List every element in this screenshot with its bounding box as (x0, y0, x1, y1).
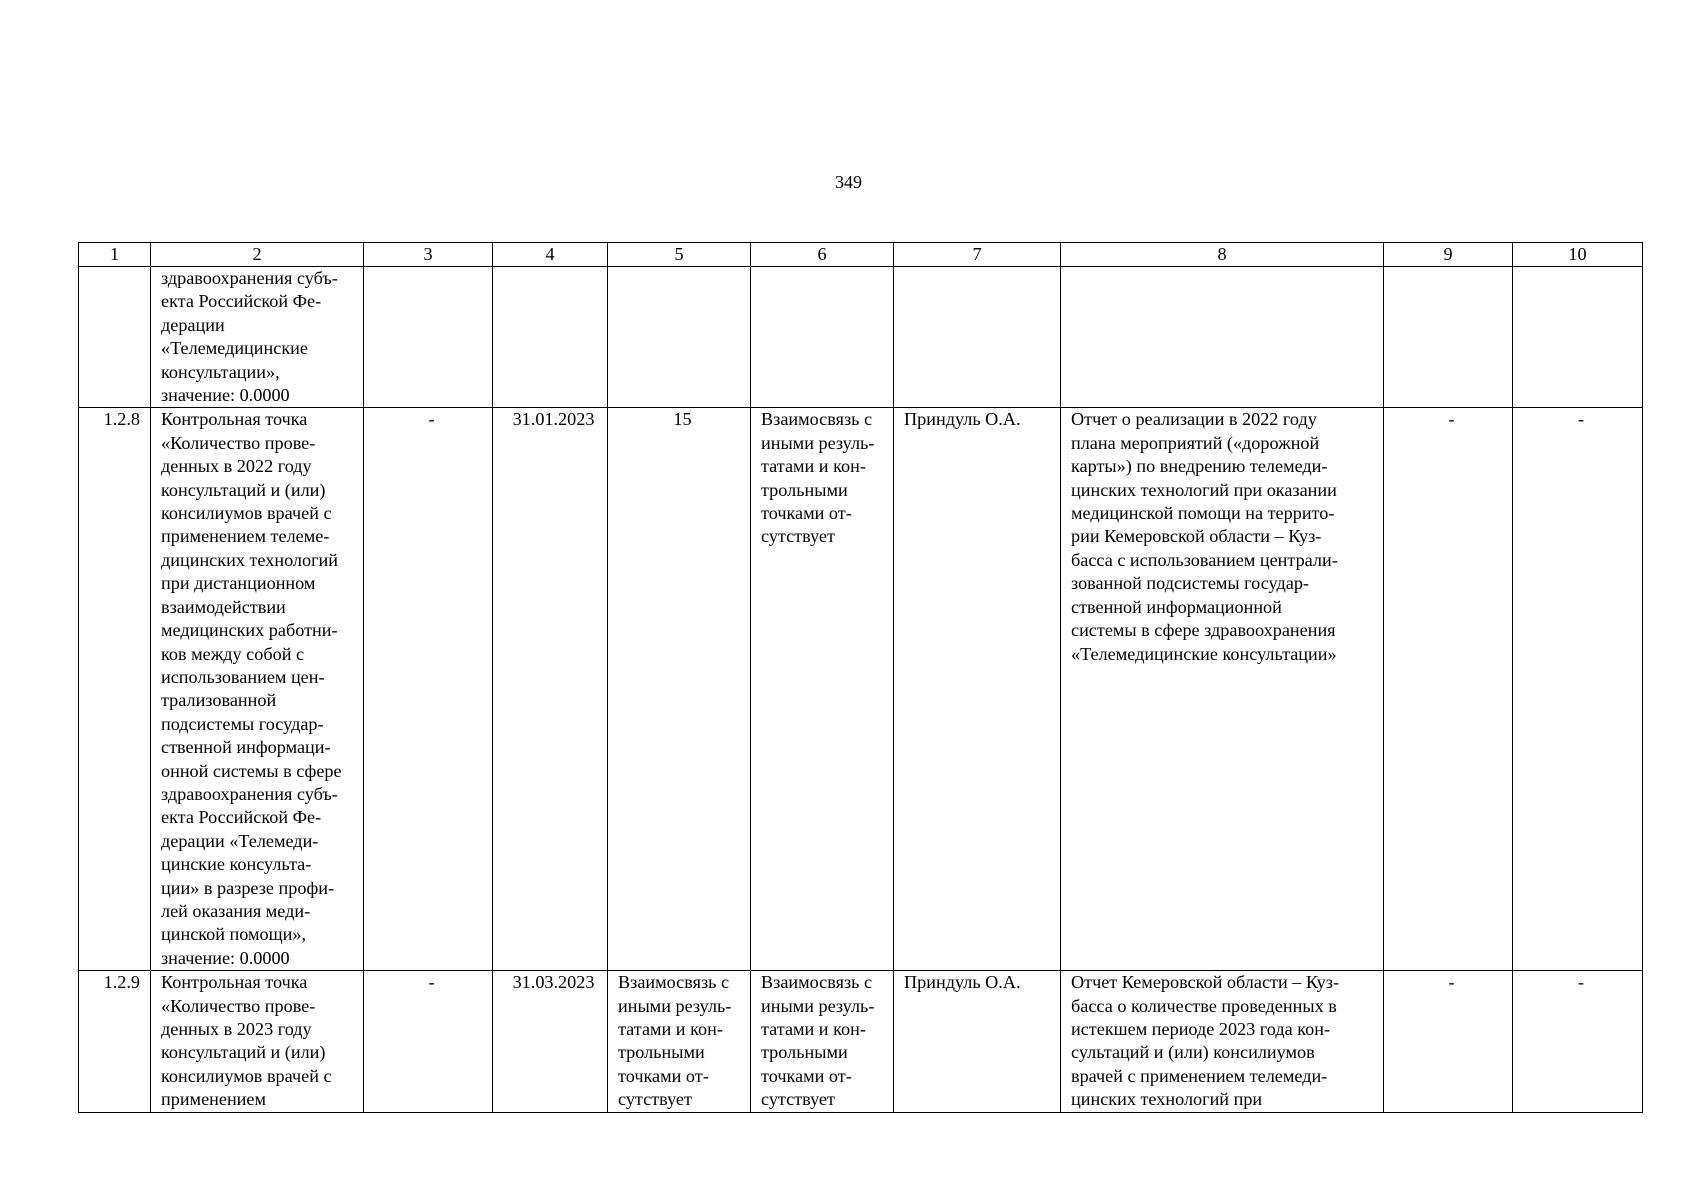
header-cell: 9 (1384, 243, 1513, 267)
table-header-row (79, 243, 1643, 267)
table-cell: Взаимосвязь с иными резуль- татами и кон- трольными точками от- сутствует (751, 408, 894, 971)
row-number-cell: 1.2.9 (79, 971, 151, 1112)
date-cell: 31.03.2023 (493, 971, 608, 1112)
table-cell: - (1384, 971, 1513, 1112)
header-cell: 5 (608, 243, 751, 267)
date-cell: 31.01.2023 (493, 408, 608, 971)
table-cell: - (1513, 971, 1643, 1112)
page-number: 349 (835, 172, 862, 192)
table-row (79, 971, 1643, 1112)
table-cell (364, 267, 493, 408)
table-cell (608, 267, 751, 408)
header-cell: 2 (151, 243, 364, 267)
document-table (78, 242, 1643, 1113)
header-cell: 10 (1513, 243, 1643, 267)
document-cell (1061, 267, 1384, 408)
header-cell: 8 (1061, 243, 1384, 267)
table-cell: - (1384, 408, 1513, 971)
header-cell: 3 (364, 243, 493, 267)
document-cell: Отчет о реализации в 2022 году плана мероприятий («дорожной карты») по внедрению телемеди- цинских технологий при оказании медицинской помощи на террито- рии Кемеровской области – Куз- басса с использованием централи- зованной подсистемы государ- ственной информационной системы в сфере здравоохранения «Телемедицинские консультации» (1061, 408, 1384, 971)
table-row (79, 408, 1643, 971)
description-cell: Контрольная точка «Количество прове- денных в 2023 году консультаций и (или) консилиумов врачей с применением (151, 971, 364, 1112)
table-cell (751, 267, 894, 408)
table-cell: - (364, 971, 493, 1112)
header-cell: 7 (894, 243, 1061, 267)
date-cell (493, 267, 608, 408)
row-number-cell: 1.2.8 (79, 408, 151, 971)
responsible-cell (894, 267, 1061, 408)
table-cell: - (1513, 408, 1643, 971)
table-row (79, 267, 1643, 408)
table-cell (1384, 267, 1513, 408)
row-number-cell (79, 267, 151, 408)
responsible-cell: Приндуль О.А. (894, 971, 1061, 1112)
table-cell (1513, 267, 1643, 408)
header-cell: 6 (751, 243, 894, 267)
table-cell: Взаимосвязь с иными резуль- татами и кон- трольными точками от- сутствует (751, 971, 894, 1112)
header-cell: 1 (79, 243, 151, 267)
table-cell: Взаимосвязь с иными резуль- татами и кон- трольными точками от- сутствует (608, 971, 751, 1112)
table-cell: - (364, 408, 493, 971)
table-cell: 15 (608, 408, 751, 971)
description-cell: Контрольная точка «Количество прове- денных в 2022 году консультаций и (или) консилиумов врачей с применением телеме- дицинских технологий при дистанционном взаимодействии медицинских работни- ков между собой с использованием цен- трализованной подсистемы государ- ственной информаци- онной системы в сфере здравоохранения субъ- екта Российской Фе- дерации «Телемеди- цинские консульта- ции» в разрезе профи- лей оказания меди- цинской помощи», значение: 0.0000 (151, 408, 364, 971)
document-cell: Отчет Кемеровской области – Куз- басса о количестве проведенных в истекшем периоде 2023 года кон- сультаций и (или) консилиумов врачей с применением телемеди- цинских технологий при (1061, 971, 1384, 1112)
responsible-cell: Приндуль О.А. (894, 408, 1061, 971)
description-cell: здравоохранения субъ- екта Российской Фе- дерации «Телемедицинские консультации», значение: 0.0000 (151, 267, 364, 408)
header-cell: 4 (493, 243, 608, 267)
